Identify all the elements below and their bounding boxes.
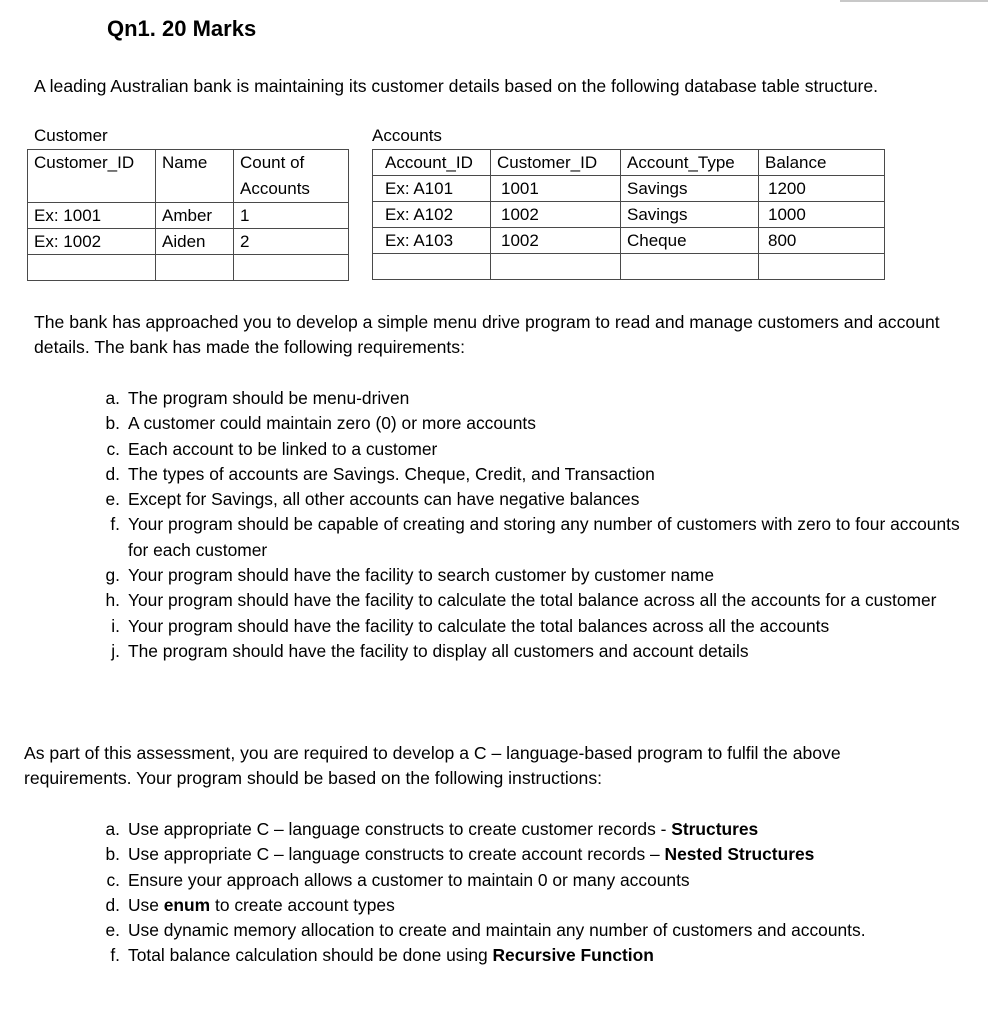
list-item — [96, 487, 976, 512]
list-marker: c. — [106, 869, 120, 890]
list-marker: b. — [105, 413, 120, 434]
list-item — [96, 614, 976, 639]
list-marker: d. — [105, 463, 120, 484]
list-item — [96, 868, 976, 893]
list-item-text: Your program should be capable of creating and storing any number of customers with zero to four accounts for each customer — [128, 514, 960, 560]
emphasis-text: Recursive Function — [492, 945, 654, 966]
table-cell — [759, 254, 885, 280]
table-cell: Ex: A101 — [373, 176, 491, 202]
table-cell: Ex: A102 — [373, 202, 491, 228]
list-item-text: Use appropriate C – language constructs to create account records – — [128, 844, 665, 865]
list-item — [96, 943, 976, 968]
list-item — [96, 893, 976, 918]
table-cell — [234, 255, 349, 281]
table-cell: Aiden — [156, 229, 234, 255]
list-marker: i. — [111, 615, 120, 636]
list-marker: e. — [105, 920, 120, 941]
list-item — [96, 639, 976, 664]
customer-table-caption: Customer — [34, 126, 108, 145]
list-item-text: Except for Savings, all other accounts can have negative balances — [128, 489, 640, 510]
table-cell: Ex: 1001 — [28, 203, 156, 229]
list-marker: g. — [105, 565, 120, 586]
page-title: Qn1. 20 Marks — [107, 16, 257, 41]
table-row — [373, 176, 885, 202]
list-marker: f. — [110, 514, 120, 535]
table-cell: 1002 — [491, 202, 621, 228]
list-marker: c. — [106, 438, 120, 459]
table-cell: Savings — [621, 202, 759, 228]
list-item-text: The program should have the facility to display all customers and account details — [128, 640, 749, 661]
top-rule — [840, 0, 988, 2]
table-row — [28, 150, 349, 203]
table-header-cell: Customer_ID — [28, 150, 156, 203]
table-cell: 1 — [234, 203, 349, 229]
list-item-text: Use — [128, 894, 164, 915]
table-row — [28, 203, 349, 229]
instructions-list — [96, 817, 976, 969]
table-header-cell: Account_ID — [373, 150, 491, 176]
list-item-text: Use dynamic memory allocation to create and maintain any number of customers and accounts. — [128, 920, 866, 941]
table-header-cell: Account_Type — [621, 150, 759, 176]
requirements-intro: The bank has approached you to develop a simple menu drive program to read and manage customers and account details. The bank has made the following requirements: — [34, 312, 940, 357]
table-row — [373, 150, 885, 176]
list-item-text: Total balance calculation should be done using — [128, 945, 493, 966]
table-cell — [621, 254, 759, 280]
list-item-text: Your program should have the facility to search customer by customer name — [128, 565, 715, 586]
list-item — [96, 817, 976, 842]
table-row — [373, 254, 885, 280]
list-marker: j. — [111, 640, 120, 661]
table-cell: 1001 — [491, 176, 621, 202]
list-marker: a. — [105, 819, 120, 839]
table-header-cell: Name — [156, 150, 234, 203]
list-item — [96, 437, 976, 462]
emphasis-text: Structures — [671, 819, 759, 839]
list-marker: d. — [105, 894, 120, 915]
list-marker: h. — [105, 590, 120, 611]
table-cell: 1000 — [759, 202, 885, 228]
emphasis-text: Nested Structures — [664, 844, 815, 865]
list-item-text: Your program should have the facility to calculate the total balance across all the accounts for a customer — [128, 590, 937, 611]
list-item-text: Your program should have the facility to calculate the total balances across all the accounts — [128, 615, 830, 636]
table-cell — [491, 254, 621, 280]
table-header-cell: Balance — [759, 150, 885, 176]
table-header-cell: Customer_ID — [491, 150, 621, 176]
table-row — [28, 255, 349, 281]
table-cell: Amber — [156, 203, 234, 229]
list-item — [96, 386, 976, 411]
table-cell: 1002 — [491, 228, 621, 254]
table-row — [373, 228, 885, 254]
list-item-text: Each account to be linked to a customer — [128, 438, 438, 459]
table-cell: 800 — [759, 228, 885, 254]
customer-table — [27, 149, 349, 281]
table-cell: Ex: A103 — [373, 228, 491, 254]
table-cell — [373, 254, 491, 280]
list-marker: b. — [105, 844, 120, 865]
emphasis-text: enum — [163, 894, 211, 915]
list-item — [96, 588, 976, 613]
list-item-text: Ensure your approach allows a customer to maintain 0 or many accounts — [128, 869, 690, 890]
table-cell: Ex: 1002 — [28, 229, 156, 255]
table-row — [28, 229, 349, 255]
intro-text: A leading Australian bank is maintaining its customer details based on the following database table structure. — [34, 76, 879, 96]
table-row — [373, 202, 885, 228]
table-cell: Cheque — [621, 228, 759, 254]
list-marker: f. — [110, 945, 120, 966]
list-item — [96, 462, 976, 487]
accounts-table — [372, 149, 885, 280]
list-item-text: Use appropriate C – language constructs to create customer records - — [128, 819, 672, 839]
table-cell: Savings — [621, 176, 759, 202]
table-cell — [156, 255, 234, 281]
accounts-table-caption: Accounts — [372, 126, 442, 145]
list-item — [96, 411, 976, 436]
list-marker: e. — [105, 489, 120, 510]
table-cell: 1200 — [759, 176, 885, 202]
list-item-text: The program should be menu-driven — [128, 388, 410, 408]
instructions-intro: As part of this assessment, you are required to develop a C – language-based program to fulfil the above requirements. Your program should be based on the following instructions: — [24, 743, 841, 788]
list-item-text: The types of accounts are Savings. Cheque, Credit, and Transaction — [128, 463, 655, 484]
list-item-text: A customer could maintain zero (0) or more accounts — [128, 413, 536, 434]
list-item — [96, 563, 976, 588]
table-cell: 2 — [234, 229, 349, 255]
list-item-text: to create account types — [210, 894, 395, 915]
table-cell — [28, 255, 156, 281]
list-item — [96, 918, 976, 943]
table-header-cell: Count of Accounts — [234, 150, 349, 203]
requirements-list — [96, 386, 976, 664]
list-item — [96, 842, 976, 867]
list-marker: a. — [105, 388, 120, 408]
list-item — [96, 512, 976, 563]
